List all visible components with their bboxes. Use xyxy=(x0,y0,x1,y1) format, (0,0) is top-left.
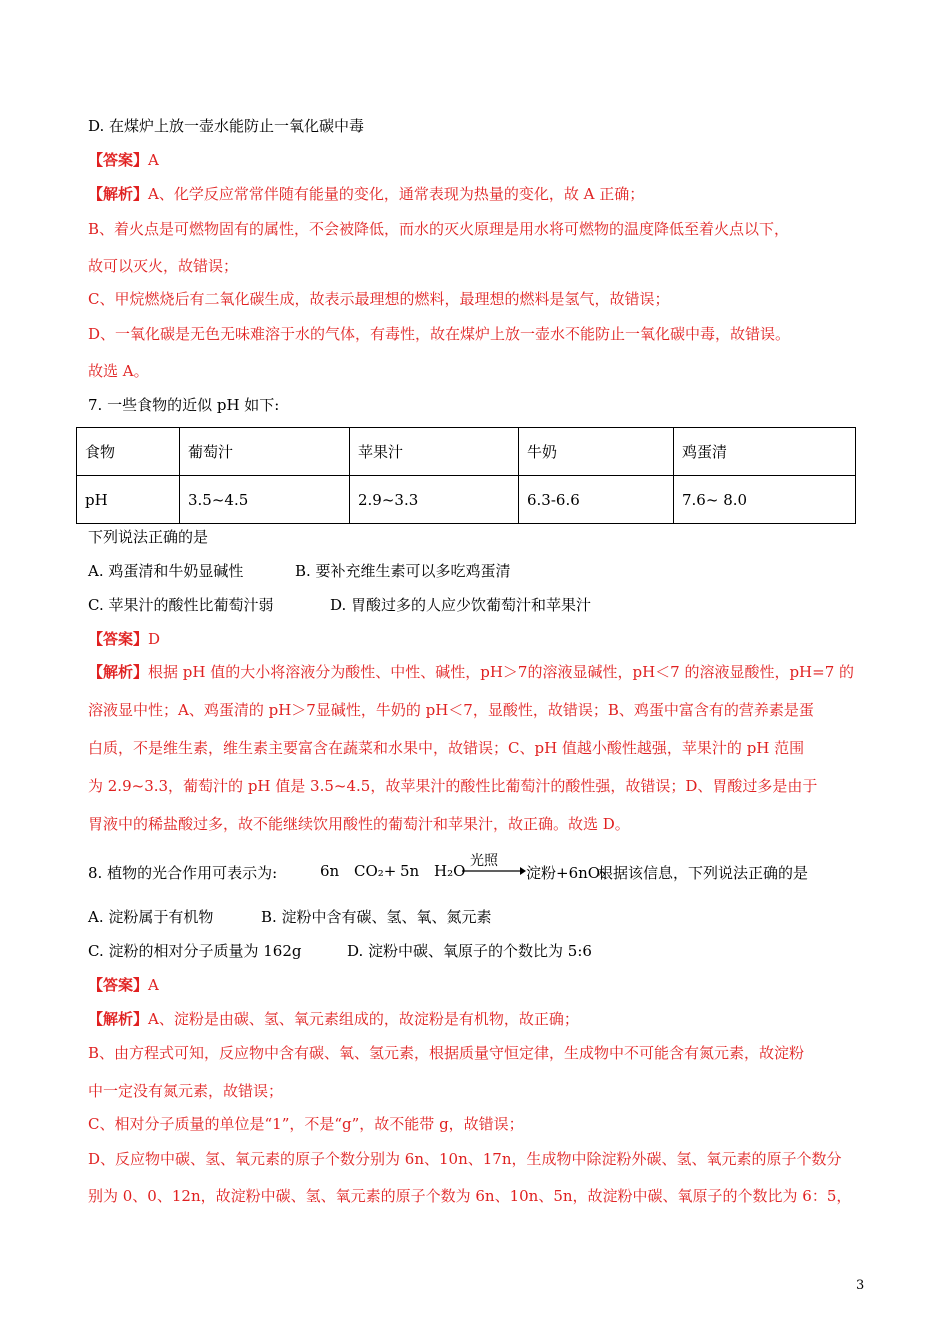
analysis-line xyxy=(88,662,854,682)
table-cell: 7.6~ 8.0 xyxy=(674,476,856,524)
question-8-stem: 8. 植物的光合作用可表示为: xyxy=(88,864,278,882)
analysis-tag: 【解析】 xyxy=(88,663,149,681)
table-cell: 6.3-6.6 xyxy=(519,476,674,524)
option-a: A. 淀粉属于有机物 xyxy=(88,908,214,926)
analysis-line: 中一定没有氮元素，故错误； xyxy=(88,1082,284,1100)
options-line xyxy=(88,907,492,927)
analysis-tag: 【解析】 xyxy=(88,185,149,203)
equation-term: 5n xyxy=(400,862,420,880)
analysis-tag: 【解析】 xyxy=(88,1010,149,1028)
equation-term: CO₂+ xyxy=(354,862,397,880)
analysis-line xyxy=(88,1009,579,1029)
equation-product: 淀粉+6nO₂ xyxy=(526,864,607,882)
reaction-condition: 光照 xyxy=(470,853,498,869)
question-7-stem: 7. 一些食物的近似 pH 如下: xyxy=(88,396,280,414)
table-cell: 牛奶 xyxy=(519,428,674,476)
answer-value: A xyxy=(148,151,159,169)
analysis-text: A、化学反应常常伴随有能量的变化，通常表现为热量的变化，故 A 正确； xyxy=(148,185,645,203)
answer-tag: 【答案】 xyxy=(88,976,149,994)
table-cell: 鸡蛋清 xyxy=(674,428,856,476)
options-line xyxy=(88,941,592,961)
analysis-line: B、由方程式可知，反应物中含有碳、氧、氢元素，根据质量守恒定律，生成物中不可能含有氮元素，故淀粉 xyxy=(88,1044,805,1062)
table-cell: 食物 xyxy=(77,428,180,476)
option-a: A. 鸡蛋清和牛奶显碱性 xyxy=(88,562,244,580)
ph-table xyxy=(76,427,856,524)
analysis-line: 故可以灭火，故错误； xyxy=(88,257,239,275)
option-d-line: D. 在煤炉上放一壶水能防止一氧化碳中毒 xyxy=(88,117,365,135)
table-cell: pH xyxy=(77,476,180,524)
analysis-line: 为 2.9~3.3，葡萄汁的 pH 值是 3.5~4.5，故苹果汁的酸性比葡萄汁的酸性强，故错误；D、胃酸过多是由于 xyxy=(88,777,818,795)
analysis-line: 故选 A。 xyxy=(88,362,149,380)
analysis-line: 白质，不是维生素，维生素主要富含在蔬菜和水果中，故错误；C、pH 值越小酸性越强，苹果汁的 pH 范围 xyxy=(88,739,805,757)
option-b: B. 要补充维生素可以多吃鸡蛋清 xyxy=(295,562,511,580)
table-cell: 苹果汁 xyxy=(350,428,519,476)
analysis-line: C、相对分子质量的单位是“1”，不是“g”，故不能带 g，故错误； xyxy=(88,1115,524,1133)
question-8-prompt: 根据该信息，下列说法正确的是 xyxy=(598,864,809,882)
analysis-line: 胃液中的稀盐酸过多，故不能继续饮用酸性的葡萄汁和苹果汁，故正确。故选 D。 xyxy=(88,815,630,833)
analysis-text: A、淀粉是由碳、氢、氧元素组成的，故淀粉是有机物，故正确； xyxy=(148,1010,579,1028)
options-line xyxy=(88,595,592,615)
reaction-arrow-icon xyxy=(462,858,526,882)
table-cell: 3.5~4.5 xyxy=(180,476,350,524)
option-b: B. 淀粉中含有碳、氢、氧、氮元素 xyxy=(261,908,492,926)
answer-line xyxy=(88,629,160,649)
answer-value: A xyxy=(148,976,159,994)
answer-tag: 【答案】 xyxy=(88,630,149,648)
equation-term: H₂O xyxy=(434,862,466,880)
analysis-line: D、反应物中碳、氢、氧元素的原子个数分别为 6n、10n、17n，生成物中除淀粉外碳、氢、氧元素的原子个数分 xyxy=(88,1150,842,1168)
table-header-row xyxy=(77,428,856,476)
option-c: C. 苹果汁的酸性比葡萄汁弱 xyxy=(88,596,274,614)
option-c: C. 淀粉的相对分子质量为 162g xyxy=(88,942,302,960)
analysis-line xyxy=(88,184,644,204)
question-7-prompt: 下列说法正确的是 xyxy=(88,528,209,546)
analysis-line: C、甲烷燃烧后有二氧化碳生成，故表示最理想的燃料，最理想的燃料是氢气，故错误； xyxy=(88,290,670,308)
analysis-line: 别为 0、0、12n，故淀粉中碳、氢、氧元素的原子个数为 6n、10n、5n，故淀粉中碳、氧原子的个数比为 6：5， xyxy=(88,1187,852,1205)
table-cell: 2.9~3.3 xyxy=(350,476,519,524)
table-row xyxy=(77,476,856,524)
analysis-text: 根据 pH 值的大小将溶液分为酸性、中性、碱性，pH＞7的溶液显碱性，pH＜7 的溶液显酸性，pH=7 的 xyxy=(148,663,855,681)
answer-line xyxy=(88,975,159,995)
option-d: D. 淀粉中碳、氧原子的个数比为 5:6 xyxy=(347,942,592,960)
answer-line xyxy=(88,150,159,170)
analysis-line: B、着火点是可燃物固有的属性，不会被降低，而水的灭火原理是用水将可燃物的温度降低至着火点以下， xyxy=(88,220,790,238)
analysis-line: 溶液显中性；A、鸡蛋清的 pH＞7显碱性，牛奶的 pH＜7，显酸性，故错误；B、鸡蛋中富含有的营养素是蛋 xyxy=(88,701,814,719)
equation-term: 6n xyxy=(320,862,340,880)
answer-value: D xyxy=(148,630,161,648)
analysis-line: D、一氧化碳是无色无味难溶于水的气体，有毒性，故在煤炉上放一壶水不能防止一氧化碳中毒，故错误。 xyxy=(88,325,791,343)
answer-tag: 【答案】 xyxy=(88,151,149,169)
table-cell: 葡萄汁 xyxy=(180,428,350,476)
page-number: 3 xyxy=(856,1278,865,1293)
options-line xyxy=(88,561,511,581)
option-d: D. 胃酸过多的人应少饮葡萄汁和苹果汁 xyxy=(330,596,592,614)
